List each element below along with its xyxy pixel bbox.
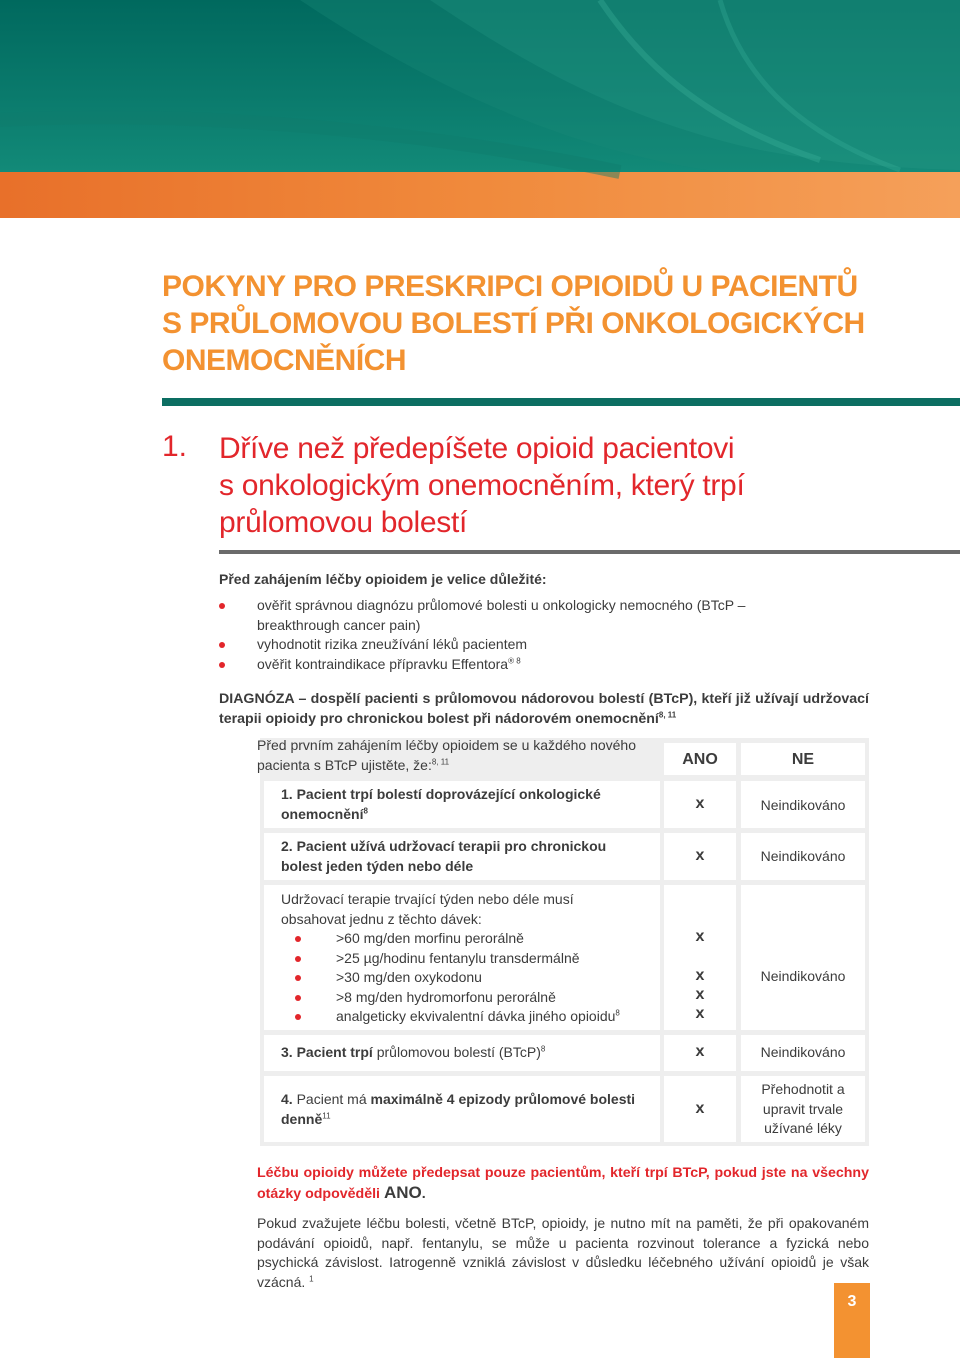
question-number: 4.	[281, 1091, 293, 1107]
footnote-ref: 8	[363, 805, 368, 815]
section-title-line: s onkologickým onemocněním, který trpí	[219, 469, 745, 502]
page-number: 3	[847, 1293, 857, 1310]
footnote-ref: 11	[322, 1110, 331, 1120]
footnote-ref: 1	[309, 1273, 314, 1283]
footnote-ref: 8	[540, 1044, 546, 1054]
dose-text: >60 mg/den morfinu perorálně	[336, 930, 524, 946]
question-4	[281, 1090, 641, 1129]
bullet-dot-icon	[219, 662, 225, 668]
answer-yes-mark: x	[695, 967, 705, 984]
note-body: Pokud zvažujete léčbu bolesti, včetně BTcP, opioidy, je nutno mít na paměti, že při opakovaném podávání opioidů, např. fentanylu, se může u pacienta rozvinout tolerance a fyzická nebo psychická závislost. Iatrogenně vzniklá závislost v důsledku léčebného užívání opioidů je však vzácná.	[257, 1215, 869, 1290]
column-header-yes: ANO	[664, 743, 736, 775]
intro-bullet-list	[219, 596, 779, 674]
question-text: 1. Pacient trpí bolestí doprovázející onkologické onemocnění	[281, 786, 601, 822]
answer-yes-mark: x	[695, 928, 705, 945]
question-bold: Pacient trpí	[296, 1044, 373, 1060]
section-divider	[219, 550, 960, 554]
question-bold: maximálně 4 epizody průlomové bolesti denně	[281, 1091, 636, 1127]
intro-bullet	[219, 635, 779, 655]
footnote-ref: 8, 11	[431, 756, 450, 766]
bullet-dot-icon	[219, 642, 225, 648]
page-title-line: ONEMOCNĚNÍCH	[162, 344, 407, 377]
diagnosis-text	[219, 690, 869, 729]
dose-text: >25 µg/hodinu fentanylu transdermálně	[336, 949, 580, 966]
diagnosis-body: DIAGNÓZA – dospělí pacienti s průlomovou nádorovou bolestí (BTcP), kteří již užívají udržovací terapii opioidy pro chronickou bolest při nádorovém onemocnění	[219, 691, 869, 727]
bullet-dot-icon	[295, 956, 301, 962]
dose-item	[281, 929, 661, 949]
conclusion-end: .	[421, 1186, 426, 1202]
conclusion-text	[257, 1163, 869, 1204]
page-title-line: S PRŮLOMOVOU BOLESTÍ PŘI ONKOLOGICKÝCH	[162, 307, 865, 340]
answer-no-text: Neindikováno	[760, 848, 846, 864]
dose-item	[281, 1007, 661, 1027]
intro-label: Před zahájením léčby opioidem je velice důležité:	[219, 571, 547, 587]
answer-yes-mark: x	[695, 1100, 705, 1117]
page-title	[162, 268, 882, 379]
bullet-dot-icon	[295, 995, 301, 1001]
answer-yes-mark: x	[695, 1005, 705, 1022]
dose-list	[281, 929, 661, 1027]
answer-yes-mark: x	[695, 847, 705, 864]
section-title-line: Dříve než předepíšete opioid pacientovi	[219, 432, 735, 465]
dose-item	[281, 988, 661, 1008]
note-text	[257, 1214, 869, 1292]
column-header-no: NE	[741, 743, 865, 775]
no-cell	[741, 885, 865, 1030]
dose-text: >30 mg/den oxykodonu	[336, 969, 482, 985]
bullet-text: vyhodnotit rizika zneužívání léků pacientem	[257, 636, 528, 653]
question-text: průlomovou bolestí (BTcP)	[372, 1044, 541, 1060]
dose-text: analgeticky ekvivalentní dávka jiného opioidu	[336, 1008, 616, 1024]
footnote-ref: ® 8	[508, 656, 521, 666]
conclusion-body: Léčbu opioidy můžete předepsat pouze pacientům, kteří trpí BTcP, pokud jste na všechny otázky odpověděli	[257, 1165, 869, 1202]
dose-item	[281, 968, 661, 988]
dose-item	[281, 949, 661, 969]
bullet-text: ověřit kontraindikace přípravku Effentora	[257, 655, 509, 672]
bullet-dot-icon	[295, 936, 301, 942]
question-number: 3.	[281, 1044, 293, 1060]
conclusion-yes-label: ANO	[383, 1183, 422, 1202]
checklist-header-text	[257, 736, 657, 775]
section-number: 1.	[162, 430, 188, 463]
intro-bullet	[219, 596, 779, 635]
answer-yes-mark: x	[695, 795, 705, 812]
section-title-line: průlomovou bolestí	[219, 506, 468, 539]
answer-yes-mark: x	[695, 986, 705, 1003]
answer-no-text: Přehodnotit a upravit trvale užívané léky	[761, 1081, 845, 1136]
answer-no-text: Neindikováno	[760, 1044, 846, 1060]
question-1	[281, 785, 641, 824]
section-title	[219, 430, 919, 541]
answer-no-text: Neindikováno	[760, 968, 846, 984]
question-3	[281, 1043, 641, 1063]
footnote-ref: 8	[615, 1008, 620, 1018]
maintenance-intro: Udržovací terapie trvající týden nebo déle musí obsahovat jednu z těchto dávek:	[281, 891, 574, 927]
bullet-dot-icon	[295, 1014, 301, 1020]
intro-bullet	[219, 655, 779, 675]
banner-globe-graphic	[0, 0, 960, 218]
answer-no-text: Neindikováno	[760, 797, 846, 813]
checklist-header-body: Před prvním zahájením léčby opioidem se u každého nového pacienta s BTcP ujistěte, že:	[257, 737, 636, 773]
bullet-dot-icon	[295, 975, 301, 981]
dose-text: >8 mg/den hydromorfonu perorálně	[336, 988, 556, 1005]
header-banner	[0, 0, 960, 218]
question-text: Pacient má	[296, 1091, 371, 1107]
page-title-line: POKYNY PRO PRESKRIPCI OPIOIDŮ U PACIENTŮ	[162, 270, 858, 303]
footnote-ref: 8, 11	[658, 709, 677, 719]
answer-yes-mark: x	[695, 1043, 705, 1060]
bullet-dot-icon	[219, 603, 225, 609]
question-2: 2. Pacient užívá udržovací terapii pro chronickou bolest jeden týden nebo déle	[281, 838, 607, 874]
bullet-text: ověřit správnou diagnózu průlomové bolesti u onkologicky nemocného (BTcP – breakthrough cancer pain)	[257, 597, 746, 633]
title-divider	[162, 398, 960, 406]
